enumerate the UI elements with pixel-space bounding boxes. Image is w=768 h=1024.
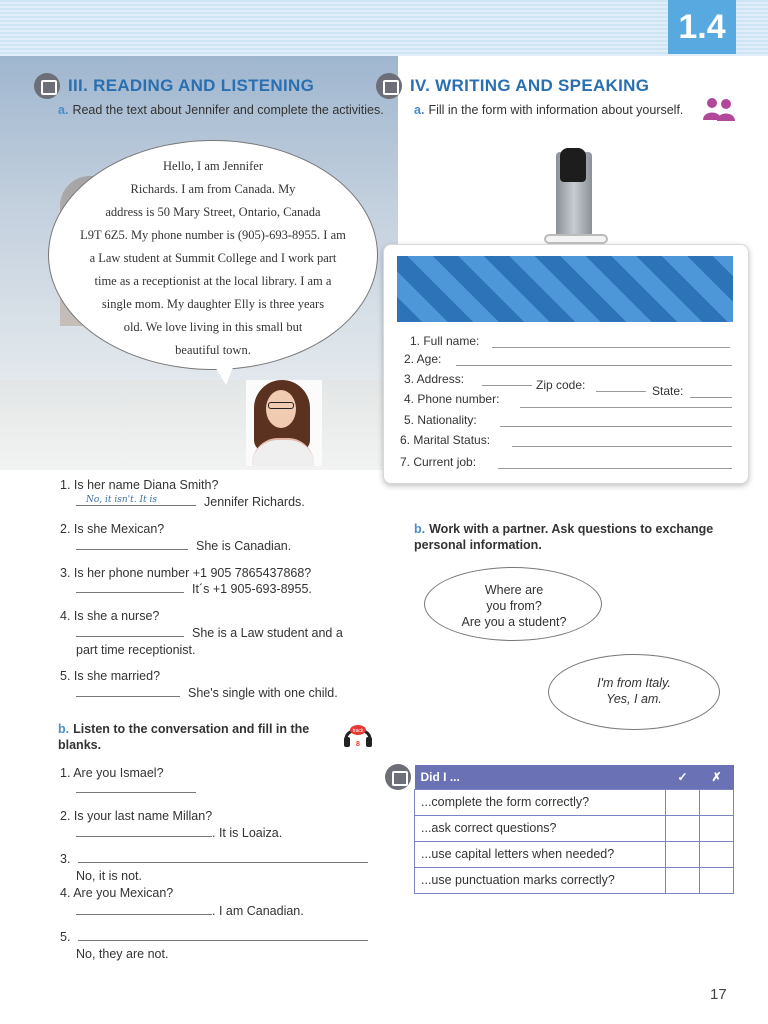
listening-instruction-b — [58, 721, 348, 753]
checklist-header-row — [415, 765, 734, 789]
reading-question-4: 4. Is she a nurse? — [60, 609, 160, 623]
bubble-line: Hello, I am Jennifer — [163, 159, 263, 173]
reading-question-5: 5. Is she married? — [60, 669, 161, 683]
answer-blank[interactable] — [76, 685, 180, 697]
reading-answer-4 — [76, 625, 343, 642]
reading-section-title: III. READING AND LISTENING — [68, 76, 315, 95]
answer-blank[interactable] — [76, 903, 212, 915]
bubble-line: Richards. I am from Canada. My — [130, 182, 296, 196]
form-age-field[interactable] — [456, 365, 732, 366]
bubble-line: time as a receptionist at the local library. I am a — [94, 274, 332, 288]
form-state-field[interactable] — [690, 397, 732, 398]
cross-box[interactable] — [700, 867, 734, 893]
check-icon: ✓ — [666, 765, 700, 789]
id-card-banner — [397, 256, 733, 322]
answer-blank[interactable] — [78, 929, 368, 941]
answer-bubble-text — [574, 675, 694, 707]
cross-box[interactable] — [700, 841, 734, 867]
book-icon — [376, 73, 402, 99]
form-zip-label: Zip code: — [536, 378, 586, 392]
speaking-b-text: Work with a partner. Ask questions to exchange personal information. — [414, 522, 714, 552]
checklist-row — [415, 867, 734, 893]
form-address-label: 3. Address: — [404, 372, 465, 386]
answer-blank[interactable] — [76, 825, 212, 837]
jennifer-text — [56, 155, 370, 362]
track-label: track — [352, 728, 364, 734]
listening-item-4: 4. Are you Mexican? — [60, 886, 174, 900]
answer-text: She is Canadian. — [196, 539, 292, 553]
form-phone-field[interactable] — [520, 407, 732, 408]
reading-a-text: Read the text about Jennifer and complete the activities. — [72, 103, 384, 117]
answer-blank[interactable] — [78, 851, 368, 863]
cross-box[interactable] — [700, 789, 734, 815]
book-icon — [385, 764, 411, 790]
headphones-icon[interactable] — [342, 721, 374, 749]
badge-slot — [544, 234, 608, 244]
self-check-table — [414, 765, 734, 894]
form-full-name-label: 1. Full name: — [410, 334, 480, 348]
listening-item-5 — [60, 929, 376, 946]
check-box[interactable] — [666, 815, 700, 841]
unit-number: 1.4 — [668, 0, 736, 54]
writing-instruction-a — [414, 102, 694, 118]
page-number: 17 — [710, 986, 727, 1003]
checklist-header: Did I ... — [415, 765, 666, 789]
reading-answer-5 — [76, 685, 338, 702]
listening-answer-1 — [76, 781, 204, 798]
form-zip-field[interactable] — [596, 391, 646, 392]
speaking-b-letter: b. — [414, 522, 426, 536]
check-box[interactable] — [666, 867, 700, 893]
cross-box[interactable] — [700, 815, 734, 841]
answer-text: She's single with one child. — [188, 686, 338, 700]
listening-answer-2 — [76, 825, 282, 842]
answer-blank[interactable] — [76, 625, 184, 637]
top-band — [0, 0, 768, 56]
form-nationality-label: 5. Nationality: — [404, 413, 477, 427]
listening-b-letter: b. — [58, 722, 70, 736]
reading-answer-3 — [76, 581, 312, 598]
answer-text: Jennifer Richards. — [204, 495, 305, 509]
reading-question-2: 2. Is she Mexican? — [60, 522, 165, 536]
check-box[interactable] — [666, 841, 700, 867]
bubble-line: old. We love living in this small but — [123, 320, 303, 334]
answer-blank[interactable] — [76, 581, 184, 593]
reading-question-3: 3. Is her phone number +1 905 7865437868? — [60, 566, 312, 580]
writing-a-text: Fill in the form with information about yourself. — [428, 103, 684, 117]
writing-a-letter: a. — [414, 103, 425, 117]
item-number: 5. — [60, 930, 71, 944]
reading-answer-4-cont: part time receptionist. — [76, 643, 196, 657]
reading-answer-2 — [76, 538, 291, 555]
form-job-field[interactable] — [498, 468, 732, 469]
reading-a-letter: a. — [58, 103, 69, 117]
checklist-item: ...use punctuation marks correctly? — [415, 867, 666, 893]
form-state-label: State: — [652, 384, 684, 398]
reading-instruction-a — [58, 102, 388, 118]
form-address-field[interactable] — [482, 385, 532, 386]
bubble-line: Where are — [484, 583, 544, 597]
form-marital-field[interactable] — [512, 446, 732, 447]
check-box[interactable] — [666, 789, 700, 815]
background-hill — [0, 380, 398, 470]
answer-text: She is a Law student and a — [192, 626, 343, 640]
answer-blank[interactable] — [76, 781, 196, 793]
reading-question-1: 1. Is her name Diana Smith? — [60, 478, 219, 492]
answer-text: It´s +1 905-693-8955. — [192, 582, 312, 596]
checklist-item: ...use capital letters when needed? — [415, 841, 666, 867]
jennifer-photo — [246, 380, 322, 466]
bubble-line: you from? — [486, 599, 542, 613]
answer-text: . It is Loaiza. — [212, 826, 283, 840]
checklist-row — [415, 815, 734, 841]
bubble-line: single mom. My daughter Elly is three years — [101, 297, 325, 311]
bubble-line: Are you a student? — [461, 615, 567, 629]
listening-b-text: Listen to the conversation and fill in the blanks. — [58, 722, 310, 752]
writing-section-header — [376, 73, 649, 99]
bubble-line: a Law student at Summit College and I work part — [89, 251, 337, 265]
form-full-name-field[interactable] — [492, 347, 730, 348]
listening-item-2: 2. Is your last name Millan? — [60, 809, 213, 823]
form-marital-label: 6. Marital Status: — [400, 433, 491, 447]
badge-clip-top — [560, 148, 586, 182]
checklist-row — [415, 789, 734, 815]
checklist-item: ...complete the form correctly? — [415, 789, 666, 815]
reading-section-header — [34, 73, 314, 99]
bubble-line: I'm from Italy. — [597, 676, 671, 690]
answer-blank[interactable] — [76, 538, 188, 550]
item-number: 3. — [60, 852, 71, 866]
form-phone-label: 4. Phone number: — [404, 392, 500, 406]
pair-work-icon — [702, 96, 736, 122]
bubble-line: L9T 6Z5. My phone number is (905)-693-8955. I am — [80, 228, 346, 242]
reading-answer-1 — [76, 494, 305, 511]
checklist-row — [415, 841, 734, 867]
bubble-line: address is 50 Mary Street, Ontario, Canada — [105, 205, 321, 219]
writing-section-title: IV. WRITING AND SPEAKING — [410, 76, 650, 95]
listening-item-3 — [60, 851, 376, 868]
answer-text: . I am Canadian. — [212, 904, 304, 918]
form-nationality-field[interactable] — [500, 426, 732, 427]
checklist-item: ...ask correct questions? — [415, 815, 666, 841]
book-icon — [34, 73, 60, 99]
listening-answer-3: No, it is not. — [76, 869, 142, 883]
bubble-line: Yes, I am. — [606, 692, 662, 706]
listening-item-1: 1. Are you Ismael? — [60, 766, 164, 780]
cross-icon: ✗ — [700, 765, 734, 789]
answer-blank[interactable] — [76, 494, 196, 506]
form-job-label: 7. Current job: — [400, 455, 477, 469]
listening-answer-4 — [76, 903, 304, 920]
listening-answer-5: No, they are not. — [76, 947, 169, 961]
handwritten-answer: No, it isn't. It is — [86, 495, 158, 505]
track-number: 8 — [356, 741, 360, 748]
question-bubble-text — [444, 582, 584, 630]
bubble-line: beautiful town. — [175, 343, 251, 357]
speaking-instruction-b — [414, 521, 714, 553]
form-age-label: 2. Age: — [404, 352, 442, 366]
